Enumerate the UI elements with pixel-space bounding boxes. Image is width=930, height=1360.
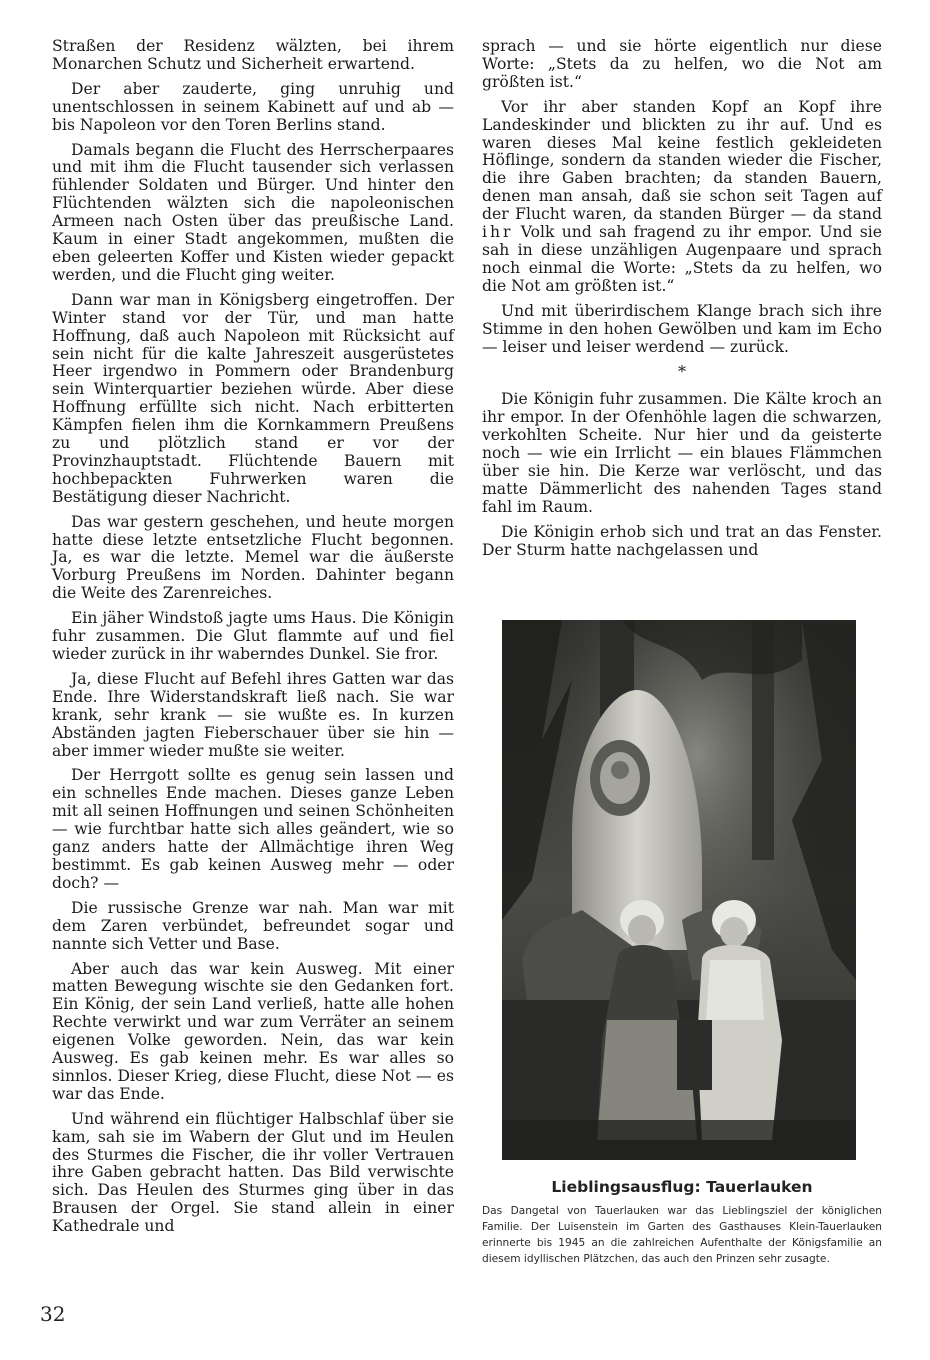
paragraph: Die Königin fuhr zusammen. Die Kälte kroch an ihr empor. In der Ofenhöhle lagen die schwarzen, verkohlten Scheite. Nur hier und da geisterte noch — wie ein Irrlicht — ein blaues Flämmchen über sie hin. Die Kerze war verlöscht, und das matte Dämmerlicht des nahenden Tages stand fahl im Raum.: [482, 390, 882, 516]
left-text-column: [52, 38, 454, 1243]
paragraph: Das war gestern geschehen, und heute morgen hatte diese letzte entsetzliche Flucht begonnen. Ja, es war die letzte. Memel war die äußerste Vorburg Preußens im Norden. Dahinter begann die Weite des Zarenreiches.: [52, 512, 454, 603]
paragraph: Und während ein flüchtiger Halbschlaf über sie kam, sah sie im Wabern der Glut und im Heulen des Sturmes die Fischer, die ihr voller Vertrauen ihre Gaben gebracht hatten. Das Bild verwischte sich. Das Heulen des Sturmes ging über in das Brausen der Orgel. Sie stand allein in einer Kathedrale und: [52, 1109, 454, 1236]
paragraph: Und mit überirdischem Klange brach sich ihre Stimme in den hohen Gewölben und kam im Echo — leiser und leiser werdend — zurück.: [482, 301, 882, 356]
paragraph: Der Herrgott sollte es genug sein lassen und ein schnelles Ende machen. Dieses ganze Leben mit all seinen Hoffnungen und seinen Schönheiten — wie furchtbar hatte sich alles geändert, wie so ganz anders hatte der Allmächtige ihren Weg bestimmt. Es gab keinen Ausweg mehr — oder doch? —: [52, 766, 454, 892]
page-number: 32: [40, 1302, 66, 1326]
right-text-column: [482, 38, 882, 566]
paragraph: Aber auch das war kein Ausweg. Mit einer matten Bewegung wischte sie den Gedanken fort. Ein König, der sein Land verließ, hatte alle hohen Rechte verwirkt und war zum Verräter an seinem eigenen Volke geworden. Nein, das war kein Ausweg. Es gab keinen mehr. Es war alles so sinnlos. Dieser Krieg, diese Flucht, diese Not — es war das Ende.: [52, 959, 454, 1103]
paragraph: Die Königin erhob sich und trat an das Fenster. Der Sturm hatte nachgelassen und: [482, 522, 882, 559]
paragraph: Straßen der Residenz wälzten, bei ihrem Monarchen Schutz und Sicherheit erwartend.: [52, 37, 454, 73]
paragraph: Die russische Grenze war nah. Man war mit dem Zaren verbündet, befreundet sogar und nannte sich Vetter und Base.: [52, 898, 454, 953]
paragraph: Ja, diese Flucht auf Befehl ihres Gatten war das Ende. Ihre Widerstandskraft ließ nach. Sie war krank, sehr krank — sie wußte es. In kurzen Abständen jagten Fieberschauer über sie hin — aber immer wieder mußte sie weiter.: [52, 669, 454, 760]
section-separator: *: [678, 362, 686, 382]
paragraph: Dann war man in Königsberg eingetroffen. Der Winter stand vor der Tür, und man hatte Hoffnung, daß auch Napoleon mit Rücksicht auf sein nicht für die kalte Jahreszeit ausgerüstetes Heer irgendwo in Pommern oder Brandenburg sein Winterquartier beziehen würde. Aber diese Hoffnung erfüllte sich nicht. Nach erbitterten Kämpfen fielen ihm die Kornkammern Preußens zu und plötzlich stand er vor der Provinzhauptstadt. Flüchtende Bauern mit hochbepackten Fuhrwerken waren die Bestätigung dieser Nachricht.: [52, 290, 454, 506]
paragraph: Damals begann die Flucht des Herrscherpaares und mit ihm die Flucht tausender sich verlassen fühlender Soldaten und Bürger. Und hinter den Flüchtenden wälzten sich die napoleonischen Armeen nach Osten über das preußische Land. Kaum in einer Stadt angekommen, mußten die eben geleerten Koffer und Kisten wieder gepackt werden, und die Flucht ging weiter.: [52, 140, 454, 284]
paragraph: Der aber zauderte, ging unruhig und unentschlossen in seinem Kabinett auf und ab — bis Napoleon vor den Toren Berlins stand.: [52, 79, 454, 134]
paragraph-text: Volk und sah fragend zu ihr empor. Und sie sah in diese unzähligen Augenpaare und sprach noch einmal die Worte: „Stets da zu helfen, wo die Not am größten ist.“: [482, 223, 882, 295]
figure-caption-text: Das Dangetal von Tauerlauken war das Lieblingsziel der königlichen Familie. Der Luisenstein im Garten des Gasthauses Klein-Tauerlauken erinnerte bis 1945 an die zahlreichen Aufenthalte der Königsfamilie an diesem idyllischen Plätzchen, das auch den Prinzen sehr zusagte.: [482, 1205, 882, 1265]
paragraph-text: Vor ihr aber standen Kopf an Kopf ihre Landeskinder und blickten zu ihr auf. Und es waren dieses Mal keine festlich gekleideten Höflinge, sondern da standen wieder die Fischer, die ihre Gaben brachten; da standen Bauern, denen man ansah, daß sie schon seit Tagen auf der Flucht waren, da standen Bürger — da stand: [482, 97, 882, 224]
photo-luisenstein: [502, 620, 856, 1160]
paragraph: Ein jäher Windstoß jagte ums Haus. Die Königin fuhr zusammen. Die Glut flammte auf und fiel wieder zurück in ihr waberndes Dunkel. Sie fror.: [52, 609, 454, 663]
figure-caption-title: Lieblingsausflug: Tauerlauken: [551, 1178, 813, 1196]
paragraph: sprach — und sie hörte eigentlich nur diese Worte: „Stets da zu helfen, wo die Not am größten ist.“: [482, 37, 882, 91]
photo-illustration: [502, 620, 856, 1160]
emphasized-word: ihr: [482, 223, 514, 242]
paragraph: [482, 99, 882, 296]
